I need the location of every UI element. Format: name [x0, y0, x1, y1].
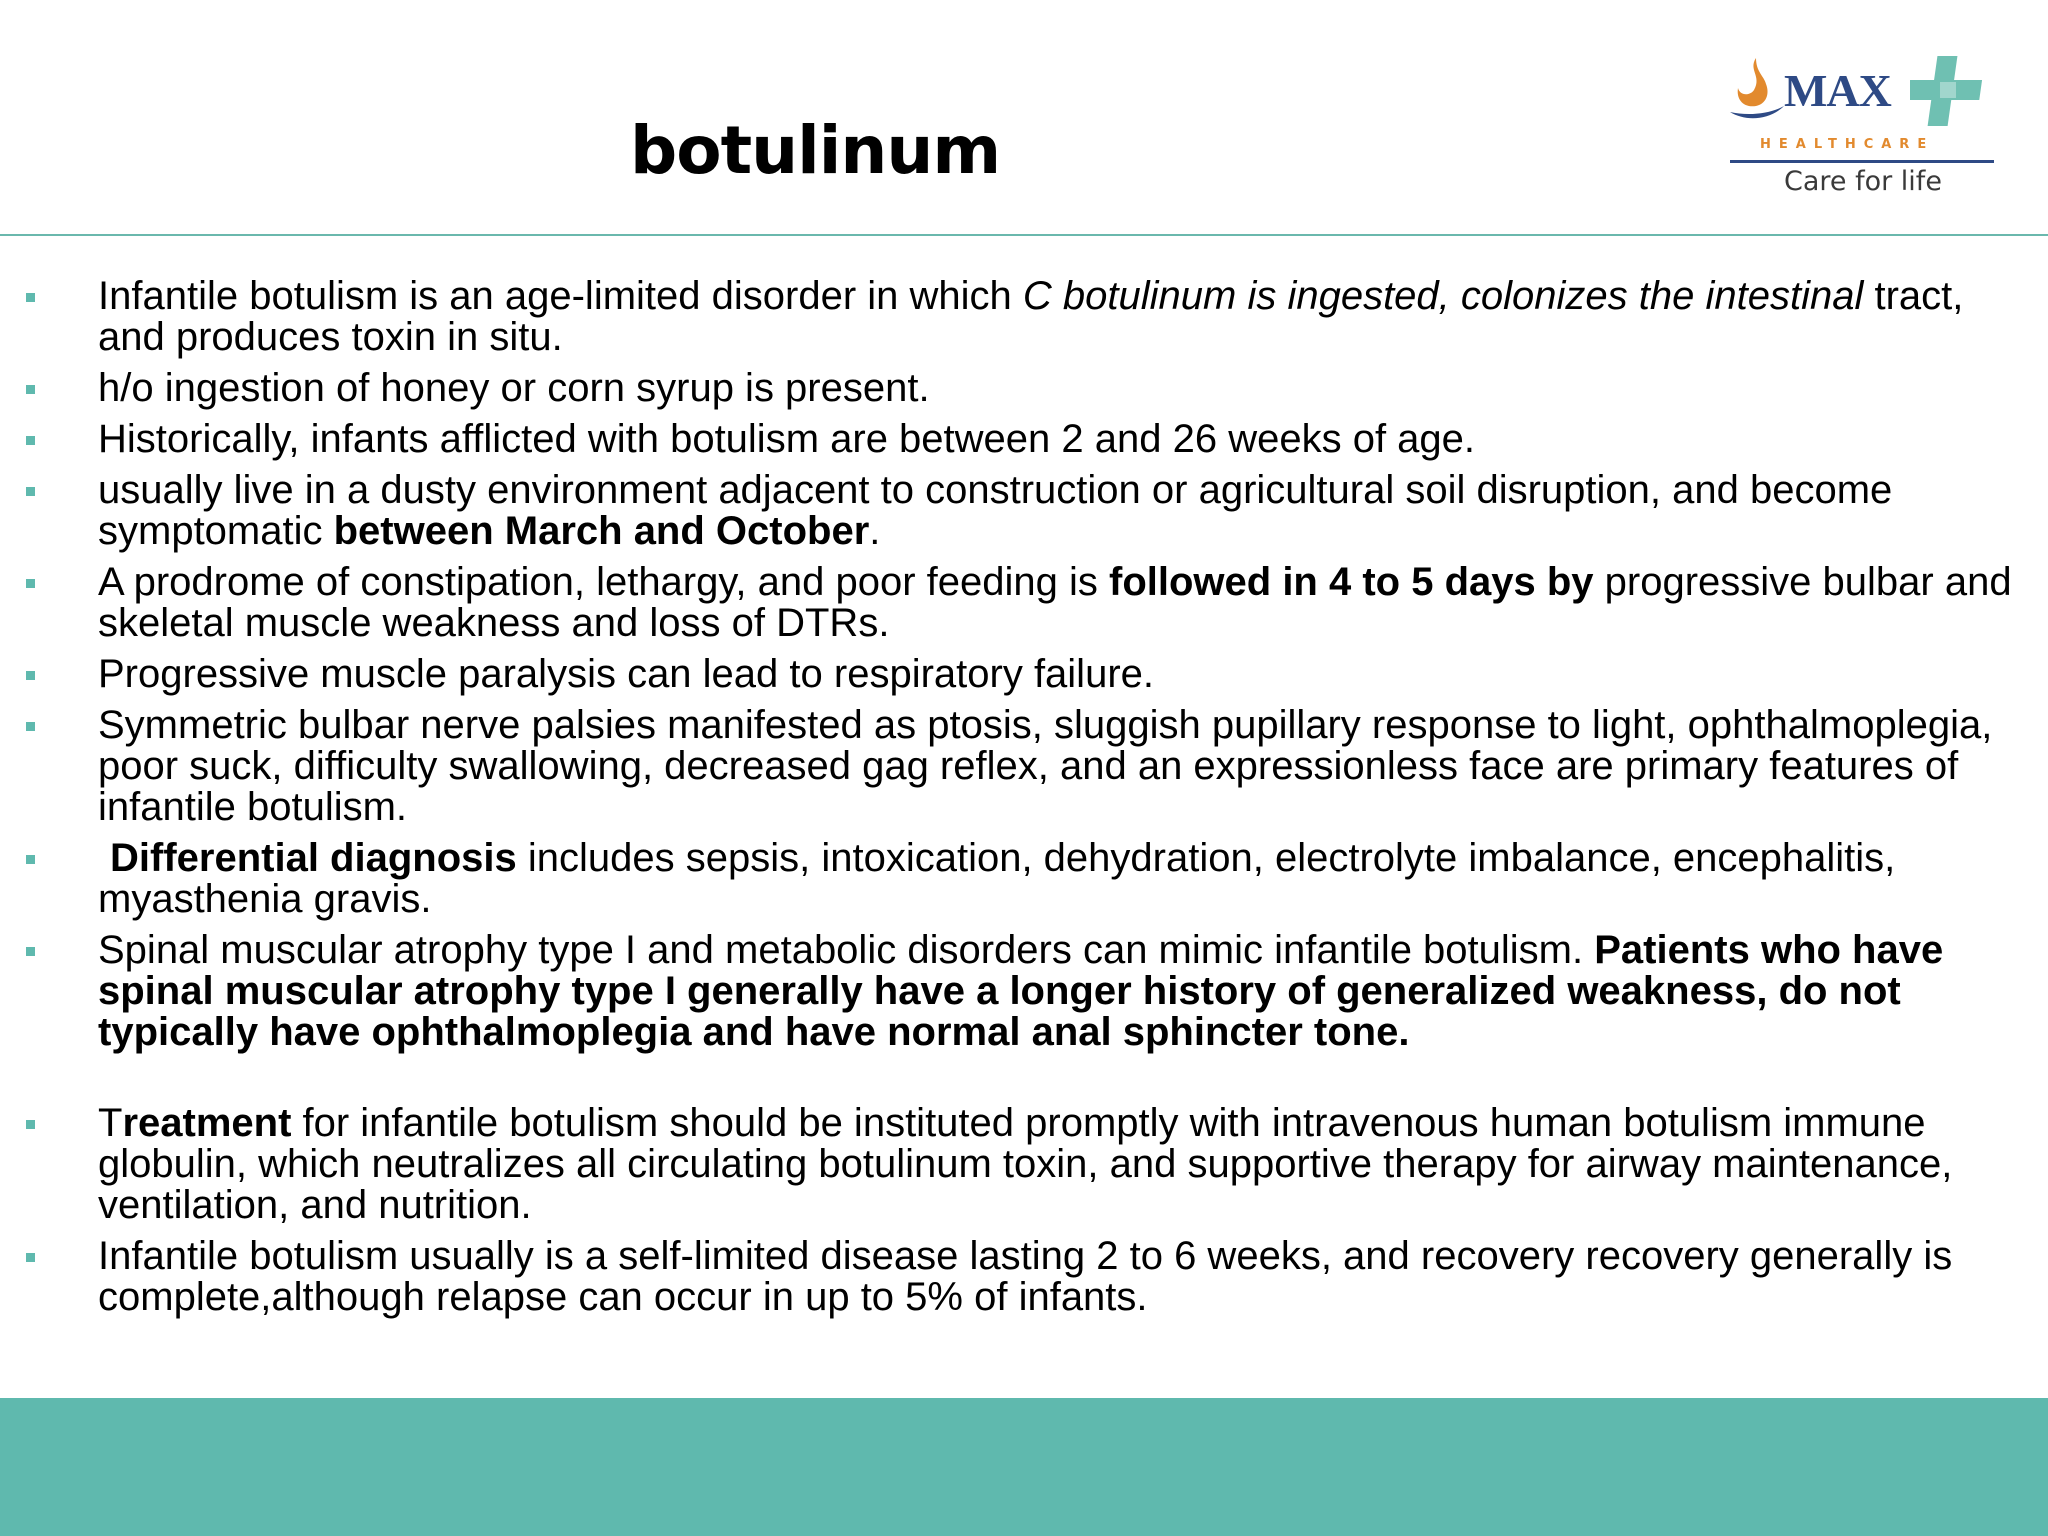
- bullet-item-environment: usually live in a dusty environment adjacent to construction or agricultural soil disruption, and become symptomatic between March and October.: [0, 470, 2048, 552]
- bullet-marker: [26, 293, 35, 302]
- bullet-marker: [26, 1253, 35, 1262]
- medical-cross-icon: [1910, 52, 1988, 130]
- bullet-item-prodrome: A prodrome of constipation, lethargy, and poor feeding is followed in 4 to 5 days by progressive bulbar and skeletal muscle weakness and loss of DTRs.: [0, 562, 2048, 644]
- bullet-item-sma: Spinal muscular atrophy type I and metabolic disorders can mimic infantile botulism. Patients who have spinal muscular atrophy type I generally have a longer history of generalized weakness, do not typically have ophthalmoplegia and have normal anal sphincter tone.: [0, 930, 2048, 1053]
- max-healthcare-logo: [1718, 42, 1998, 212]
- bullet-item-ingestion: h/o ingestion of honey or corn syrup is present.: [0, 368, 2048, 409]
- bullet-item-treatment: Treatment for infantile botulism should be instituted promptly with intravenous human botulism immune globulin, which neutralizes all circulating botulinum toxin, and supportive therapy for airway maintenance, ventilation, and nutrition.: [0, 1103, 2048, 1226]
- bullet-marker: [26, 579, 35, 588]
- bullet-marker: [26, 947, 35, 956]
- footer-band: [0, 1398, 2048, 1536]
- slide-title: botulinum: [630, 112, 1001, 189]
- bullet-marker: [26, 722, 35, 731]
- bullet-marker: [26, 1120, 35, 1129]
- logo-brand: MAX: [1784, 65, 1891, 116]
- bullet-item-prognosis: Infantile botulism usually is a self-limited disease lasting 2 to 6 weeks, and recovery recovery generally is complete,although relapse can occur in up to 5% of infants.: [0, 1236, 2048, 1318]
- bullet-marker: [26, 385, 35, 394]
- bullet-item-differential: Differential diagnosis includes sepsis, intoxication, dehydration, electrolyte imbalance, encephalitis, myasthenia gravis.: [0, 838, 2048, 920]
- bullet-marker: [26, 671, 35, 680]
- logo-subtitle: HEALTHCARE: [1760, 137, 1935, 152]
- bullet-item-palsies: Symmetric bulbar nerve palsies manifested as ptosis, sluggish pupillary response to light, ophthalmoplegia, poor suck, difficulty swallowing, decreased gag reflex, and an expressionless face are primary features of infantile botulism.: [0, 705, 2048, 828]
- bullet-item-age: Historically, infants afflicted with botulism are between 2 and 26 weeks of age.: [0, 419, 2048, 460]
- bullet-item-definition: Infantile botulism is an age-limited disorder in which C botulinum is ingested, colonizes the intestinal tract, and produces toxin in situ.: [0, 276, 2048, 358]
- bullet-item-paralysis: Progressive muscle paralysis can lead to respiratory failure.: [0, 654, 2048, 695]
- logo-tagline: Care for life: [1784, 166, 1942, 197]
- bullet-marker: [26, 487, 35, 496]
- bullet-list: [0, 276, 2048, 1328]
- header-divider: [0, 234, 2048, 236]
- bullet-marker: [26, 436, 35, 445]
- bullet-marker: [26, 855, 35, 864]
- logo-divider: [1730, 160, 1994, 163]
- flame-icon: [1726, 56, 1786, 126]
